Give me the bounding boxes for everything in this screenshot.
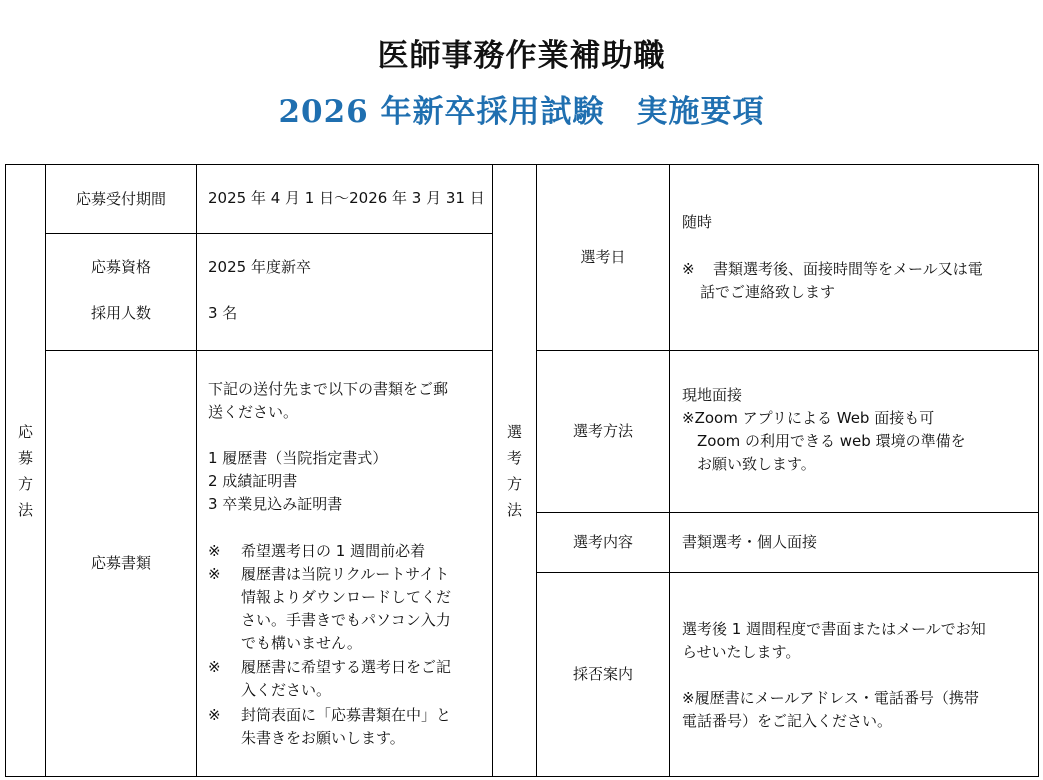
documents-note: 履歴書に希望する選考日をご記 <box>241 658 452 676</box>
documents-note: 朱書きをお願いします。 <box>241 729 405 747</box>
note-mark: ※ <box>208 542 221 560</box>
result-notice-text: 選考後 1 週間程度で書面またはメールでお知 <box>682 620 986 638</box>
selection-method-line: お願い致します。 <box>697 455 816 473</box>
label: 応 <box>17 422 33 441</box>
result-notice-label: 採否案内 <box>572 665 633 683</box>
label: 法 <box>506 500 522 519</box>
qualification-value: 2025 年度新卒 <box>208 258 311 276</box>
selection-group-label <box>493 165 536 776</box>
divider <box>45 233 493 234</box>
documents-label: 応募書類 <box>90 554 151 572</box>
documents-note: 封筒表面に「応募書類在中」と <box>241 706 452 724</box>
documents-note: 履歴書は当院リクルートサイト <box>241 565 450 583</box>
divider <box>196 164 197 777</box>
documents-note: 入ください。 <box>241 681 332 699</box>
result-notice-note: ※履歴書にメールアドレス・電話番号（携帯 <box>682 689 979 707</box>
documents-list-item: 3 卒業見込み証明書 <box>208 495 343 513</box>
selection-date-note: 書類選考後、面接時間等をメール又は電 <box>713 260 983 278</box>
qualification-label: 応募資格 <box>90 258 151 276</box>
page-title: 医師事務作業補助職 <box>377 38 666 74</box>
note-mark: ※ <box>208 658 221 676</box>
documents-list-item: 2 成績証明書 <box>208 472 298 490</box>
documents-note: 希望選考日の 1 週間前必着 <box>241 542 426 560</box>
documents-list-item: 1 履歴書（当院指定書式） <box>208 449 388 467</box>
selection-method-label: 選考方法 <box>572 422 633 440</box>
label: 方 <box>17 474 33 493</box>
documents-note: でも構いません。 <box>241 634 362 652</box>
selection-content-label: 選考内容 <box>572 533 633 551</box>
period-label: 応募受付期間 <box>75 189 166 208</box>
selection-method-line: Zoom の利用できる web 環境の準備を <box>697 432 966 450</box>
label: 法 <box>17 500 33 519</box>
note-mark: ※ <box>208 565 221 583</box>
table-right-border <box>1038 164 1039 777</box>
label: 選 <box>506 422 522 441</box>
label: 方 <box>506 474 522 493</box>
label: 考 <box>506 448 522 467</box>
note-mark: ※ <box>682 260 695 278</box>
result-notice-text: らせいたします。 <box>682 643 801 661</box>
note-mark: ※ <box>208 706 221 724</box>
documents-note: 情報よりダウンロードしてくだ <box>241 588 452 606</box>
documents-intro-line-2: 送ください。 <box>208 403 299 421</box>
documents-intro-line-1: 下記の送付先まで以下の書類をご郵 <box>208 380 449 398</box>
hires-label: 採用人数 <box>90 304 151 322</box>
selection-method-line: ※Zoom アプリによる Web 面接も可 <box>682 409 935 427</box>
result-notice-note: 電話番号）をご記入ください。 <box>682 712 893 730</box>
period-value: 2025 年 4 月 1 日～2026 年 3 月 31 日 <box>208 189 485 207</box>
selection-method-line: 現地面接 <box>682 386 743 404</box>
selection-content-value: 書類選考・個人面接 <box>682 533 818 551</box>
label: 募 <box>17 448 33 467</box>
selection-date-note: 話でご連絡致します <box>700 283 836 301</box>
selection-date-label: 選考日 <box>580 248 626 266</box>
application-group-label <box>6 165 45 776</box>
documents-note: さい。手書きでもパソコン入力 <box>241 611 451 629</box>
hires-value: 3 名 <box>208 304 238 322</box>
table-bottom-border <box>5 776 1039 777</box>
divider <box>669 164 670 777</box>
page-subtitle: 2026 年新卒採用試験 実施要項 <box>278 94 765 130</box>
selection-date-value: 随時 <box>682 213 713 231</box>
